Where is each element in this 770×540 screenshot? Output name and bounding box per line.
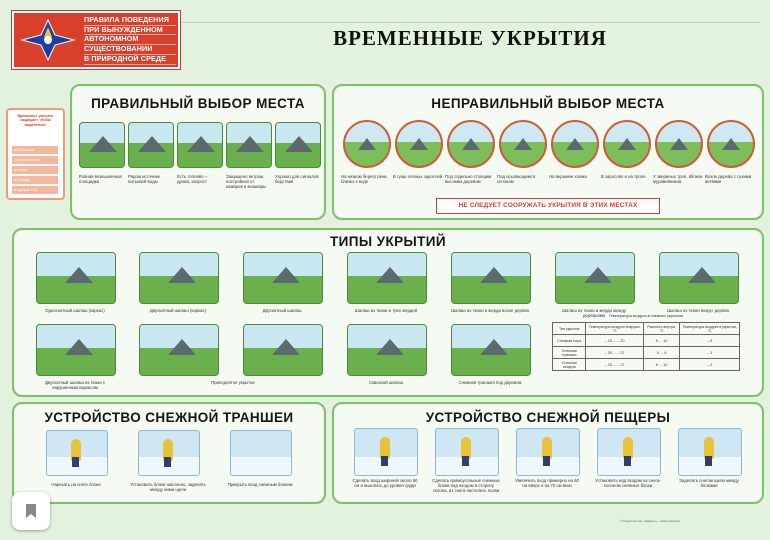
wrong-choice-title: НЕПРАВИЛЬНЫЙ ВЫБОР МЕСТА bbox=[431, 96, 665, 111]
shelter-illustration bbox=[243, 324, 323, 376]
logo-line: ПРИ ВЫНУЖДЕННОМ bbox=[84, 26, 176, 36]
wrong-choice-illustration bbox=[603, 120, 651, 168]
wrong-choice-illustration bbox=[707, 120, 755, 168]
right-choice-panel bbox=[70, 84, 326, 220]
logo-line: В ПРИРОДНОЙ СРЕДЕ bbox=[84, 55, 176, 65]
side-note-item: от источника bbox=[12, 146, 58, 154]
shelter-caption: Двускатный шалаш bbox=[262, 308, 302, 313]
right-choice-illustration bbox=[128, 122, 174, 168]
side-note bbox=[6, 108, 65, 200]
logo-banner bbox=[12, 11, 180, 69]
snow-trench-illustration bbox=[138, 430, 200, 476]
table-cell: – 25 … – 27 bbox=[586, 359, 644, 371]
side-note-item: от влаги bbox=[12, 166, 58, 174]
wrong-choice-illustration bbox=[655, 120, 703, 168]
shelter-temperature-table bbox=[552, 322, 740, 371]
shelter-illustration bbox=[243, 252, 323, 304]
title-divider bbox=[180, 22, 760, 23]
shelter-illustration bbox=[451, 252, 531, 304]
side-note-item: от холода bbox=[12, 176, 58, 184]
table-header-cell: Тип укрытия bbox=[553, 323, 586, 335]
wrong-choice-illustration bbox=[395, 120, 443, 168]
shelter-illustration bbox=[347, 324, 427, 376]
table-header-row bbox=[553, 323, 740, 335]
page-title: ВРЕМЕННЫЕ УКРЫТИЯ bbox=[333, 26, 607, 50]
logo-text bbox=[84, 16, 176, 65]
table-cell: – 25 … – 27 bbox=[586, 347, 644, 359]
shelter-illustration bbox=[347, 252, 427, 304]
snow-cave-illustration bbox=[597, 428, 661, 476]
wrong-choice-caption: В зарослях и на тропе bbox=[601, 174, 646, 179]
shelter-illustration bbox=[139, 252, 219, 304]
snow-trench-caption: Нарезать на снеге блоки bbox=[51, 482, 101, 487]
snow-cave-title: УСТРОЙСТВО СНЕЖНОЙ ПЕЩЕРЫ bbox=[425, 410, 671, 425]
right-choice-illustration bbox=[226, 122, 272, 168]
table-caption: Температура воздуха в снежных укрытиях bbox=[608, 314, 684, 318]
side-note-item: от ветра/стихии bbox=[12, 156, 58, 164]
wrong-choice-illustration bbox=[551, 120, 599, 168]
table-cell: – 3 bbox=[680, 347, 740, 359]
shelter-caption: Шалаш из ткани и жерди между деревьями bbox=[562, 308, 626, 319]
snow-trench-illustration bbox=[46, 430, 108, 476]
shelter-caption: Двускатный шалаш из ткани с нарушенным каркасом bbox=[44, 380, 106, 391]
wrong-choice-caption: Под отдельно стоящим высоким деревом bbox=[445, 174, 492, 185]
table-cell: Снежная пещера bbox=[553, 359, 586, 371]
shelter-illustration bbox=[659, 252, 739, 304]
logo-line: СУЩЕСТВОВАНИИ bbox=[84, 45, 176, 55]
snow-cave-illustration bbox=[678, 428, 742, 476]
right-choice-illustration bbox=[79, 122, 125, 168]
snow-cave-caption: Заделать снегом щели между блоками bbox=[679, 478, 739, 489]
wrong-choice-caption: Под осыпающимся склоном bbox=[497, 174, 536, 185]
right-choice-caption: Есть топливо – дрова, хворост bbox=[177, 174, 208, 185]
wrong-choice-caption: В гуще лесных зарослей bbox=[393, 174, 443, 179]
shelter-caption: Шалаш из ткани и трех жердей bbox=[354, 308, 418, 313]
shelter-caption: Односкатный шалаш (каркас) bbox=[45, 308, 105, 313]
table-header-cell: Разность внутри, °С bbox=[643, 323, 679, 335]
shelter-types-panel bbox=[12, 228, 764, 397]
right-choice-caption: Рядом источник питьевой воды bbox=[128, 174, 160, 185]
logo-line: ПРАВИЛА ПОВЕДЕНИЯ bbox=[84, 16, 176, 26]
shelter-caption: Шалаш из ткани и жерди возле дерева bbox=[451, 308, 529, 313]
shelter-caption: Снежная траншея под деревом bbox=[458, 380, 522, 385]
table-header-cell: Температура воздуха в укрытии, °С bbox=[680, 323, 740, 335]
shelter-caption: Шалаш из ткани вокруг дерева bbox=[667, 308, 729, 313]
table-header-cell: Температура воздуха снаружи, °С bbox=[586, 323, 644, 335]
warning-banner: НЕ СЛЕДУЕТ СООРУЖАТЬ УКРЫТИЯ В ЭТИХ МЕСТАХ bbox=[436, 198, 660, 214]
table-row bbox=[553, 335, 740, 347]
shelter-illustration bbox=[555, 252, 635, 304]
logo-line: АВТОНОМНОМ bbox=[84, 35, 176, 45]
wrong-choice-illustration bbox=[343, 120, 391, 168]
table-cell: 5 … 10 bbox=[643, 335, 679, 347]
emergency-emblem-icon bbox=[18, 17, 78, 63]
table-cell: Снежная траншея bbox=[553, 347, 586, 359]
shelter-illustration bbox=[36, 252, 116, 304]
snow-trench-caption: Установить блоки наклонно, заделать между ними щели bbox=[130, 482, 206, 493]
shelter-caption: Двускатный шалаш (каркас) bbox=[149, 308, 207, 313]
snow-cave-caption: Сделать прямоугольные снежные блоки над входом в сторону склона, из снега настелить полки bbox=[432, 478, 500, 494]
table-cell: – 2 bbox=[680, 359, 740, 371]
footer-credits: © Издательство «Эдмарт» – www.edmart.ru bbox=[620, 519, 681, 523]
right-choice-illustration bbox=[275, 122, 321, 168]
shelter-illustration bbox=[451, 324, 531, 376]
table-cell: – 15 … – 20 bbox=[586, 335, 644, 347]
right-choice-caption: Хорошо для сигналов бедствия bbox=[275, 174, 319, 185]
snow-cave-caption: Сделать вход шириной около 50 см и выкопать до уровня груди bbox=[352, 478, 418, 489]
wrong-choice-caption: На вершине холма bbox=[549, 174, 587, 179]
shelter-illustration bbox=[139, 324, 219, 376]
wrong-choice-caption: Возле дерева с сухими ветвями bbox=[705, 174, 752, 185]
snow-cave-caption: Увеличить вход примерно на 60 см вверх и на 70 см вниз bbox=[515, 478, 579, 489]
snow-trench-panel bbox=[12, 402, 326, 504]
shelter-illustration bbox=[36, 324, 116, 376]
side-note-item: от ударов и пр. bbox=[12, 186, 58, 194]
snow-cave-illustration bbox=[435, 428, 499, 476]
right-choice-caption: Ровная возвышенная площадка bbox=[79, 174, 122, 185]
snow-trench-illustration bbox=[230, 430, 292, 476]
table-cell: 8 … 10 bbox=[643, 359, 679, 371]
wrong-choice-illustration bbox=[499, 120, 547, 168]
snow-cave-panel bbox=[332, 402, 764, 504]
snow-cave-illustration bbox=[354, 428, 418, 476]
table-cell: Снежная нора bbox=[553, 335, 586, 347]
shelter-types-title: ТИПЫ УКРЫТИЙ bbox=[330, 234, 446, 249]
right-choice-title: ПРАВИЛЬНЫЙ ВЫБОР МЕСТА bbox=[91, 96, 305, 111]
table-cell: 5 … 8 bbox=[643, 347, 679, 359]
table-row bbox=[553, 347, 740, 359]
bookmark-icon bbox=[25, 503, 37, 519]
table-cell: – 5 bbox=[680, 335, 740, 347]
right-choice-caption: Защищено ветром, постройкой от комаров и мошкары bbox=[226, 174, 267, 190]
right-choice-illustration bbox=[177, 122, 223, 168]
snow-trench-caption: Прикрыть вход снежным блоком bbox=[227, 482, 293, 487]
wrong-choice-caption: На низком берегу реки, близко к воде bbox=[341, 174, 388, 185]
snow-cave-caption: Установить над входом из снега-склоном снежные блоки bbox=[595, 478, 661, 489]
table-row bbox=[553, 359, 740, 371]
shelter-caption: Сквозной шалаш bbox=[368, 380, 404, 385]
snow-cave-illustration bbox=[516, 428, 580, 476]
shelter-caption: Приподнятое укрытие bbox=[211, 380, 255, 385]
side-note-heading: Временное укрытие защищает, чтобы защититься: bbox=[17, 114, 54, 127]
wrong-choice-caption: У звериных троп, вблизи муравейников bbox=[653, 174, 703, 185]
bookmark-button[interactable] bbox=[12, 492, 50, 530]
snow-trench-title: УСТРОЙСТВО СНЕЖНОЙ ТРАНШЕИ bbox=[44, 410, 294, 425]
wrong-choice-illustration bbox=[447, 120, 495, 168]
